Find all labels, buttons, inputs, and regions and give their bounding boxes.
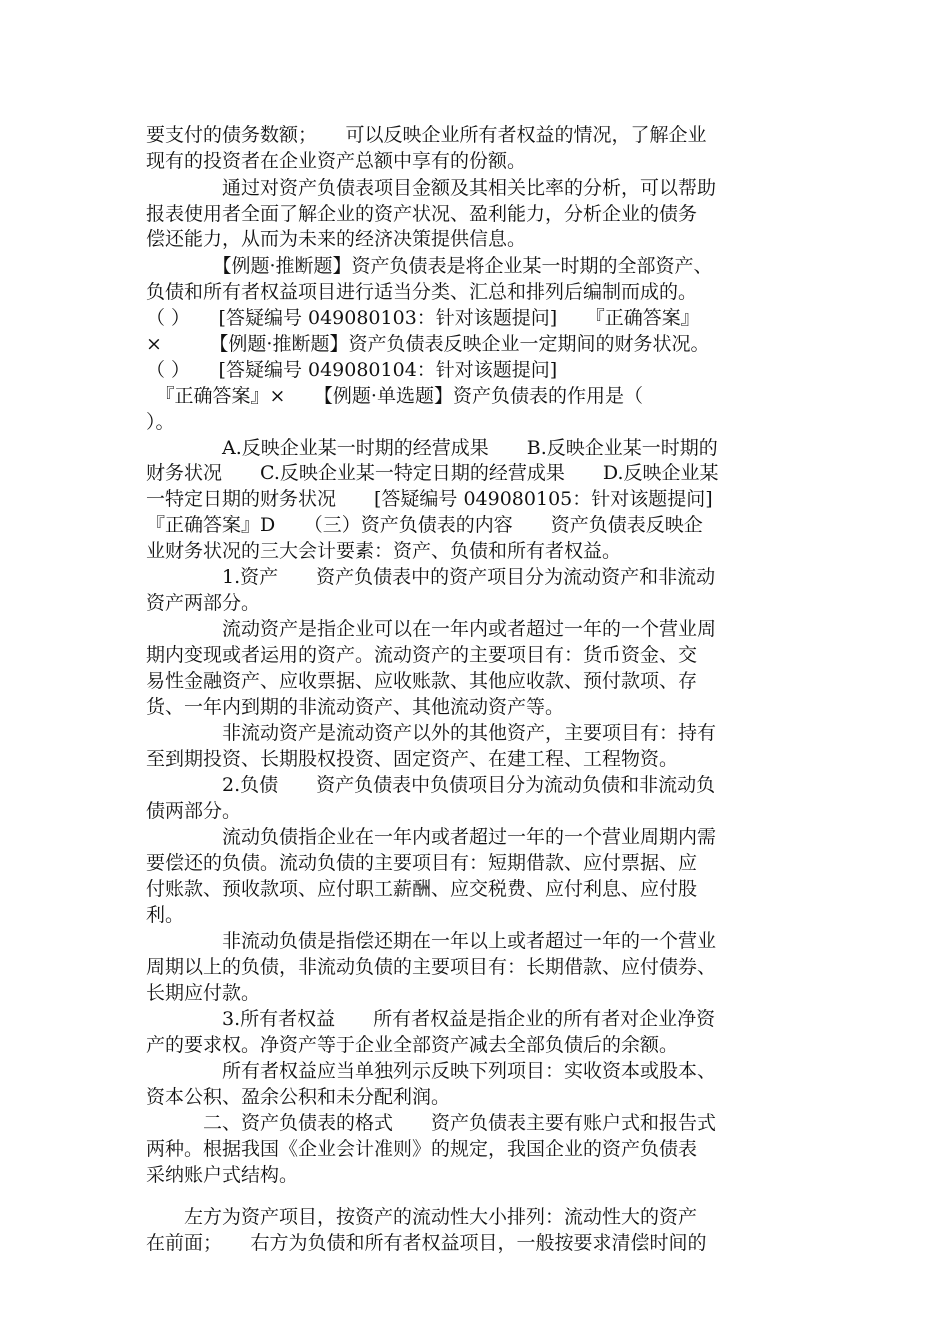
text-line: 资产两部分。	[146, 592, 261, 614]
text-line: 在前面； 右方为负债和所有者权益项目，一般按要求清偿时间的	[146, 1232, 707, 1254]
text-line: 3.所有者权益 所有者权益是指企业的所有者对企业净资	[146, 1008, 716, 1030]
text-line: 长期应付款。	[146, 982, 261, 1004]
text-line: 非流动资产是流动资产以外的其他资产，主要项目有：持有	[146, 722, 717, 744]
text-line: 业财务状况的三大会计要素：资产、负债和所有者权益。	[146, 540, 622, 562]
text-line: 至到期投资、长期股权投资、固定资产、在建工程、工程物资。	[146, 748, 679, 770]
text-line: 非流动负债是指偿还期在一年以上或者超过一年的一个营业	[146, 930, 717, 952]
text-line: 期内变现或者运用的资产。流动资产的主要项目有：货币资金、交	[146, 644, 698, 666]
text-line: 二、资产负债表的格式 资产负债表主要有账户式和报告式	[146, 1112, 717, 1134]
text-line: 周期以上的负债，非流动负债的主要项目有：长期借款、应付债券、	[146, 956, 717, 978]
text-line: ）。	[146, 411, 175, 433]
text-line: 『正确答案』× 【例题·单选题】资产负债表的作用是（	[146, 385, 643, 407]
text-line: 采纳账户式结构。	[146, 1164, 299, 1186]
text-line: 【例题·推断题】资产负债表是将企业某一时期的全部资产、	[146, 255, 713, 277]
text-line: 负债和所有者权益项目进行适当分类、汇总和排列后编制而成的。	[146, 281, 698, 303]
text-line: 债两部分。	[146, 800, 242, 822]
text-line: 两种。根据我国《企业会计准则》的规定，我国企业的资产负债表	[146, 1138, 698, 1160]
text-line: × 【例题·推断题】资产负债表反映企业一定期间的财务状况。	[146, 333, 710, 355]
text-line: 要支付的债务数额； 可以反映企业所有者权益的情况，了解企业	[146, 124, 707, 146]
text-line: 1.资产 资产负债表中的资产项目分为流动资产和非流动	[146, 566, 716, 588]
text-line: 左方为资产项目，按资产的流动性大小排列：流动性大的资产	[146, 1206, 698, 1228]
text-line: （ ） [答疑编号 049080103：针对该题提问] 『正确答案』	[146, 307, 700, 329]
text-line: 财务状况 C.反映企业某一特定日期的经营成果 D.反映企业某	[146, 462, 719, 484]
text-line: 要偿还的负债。流动负债的主要项目有：短期借款、应付票据、应	[146, 852, 698, 874]
text-line: 资本公积、盈余公积和未分配利润。	[146, 1086, 451, 1108]
text-line: 一特定日期的财务状况 [答疑编号 049080105：针对该题提问]	[146, 488, 713, 510]
text-line: 易性金融资产、应收票据、应收账款、其他应收款、预付款项、存	[146, 670, 698, 692]
text-line: 2.负债 资产负债表中负债项目分为流动负债和非流动负	[146, 774, 716, 796]
text-line: 现有的投资者在企业资产总额中享有的份额。	[146, 150, 527, 172]
text-line: 利。	[146, 904, 185, 926]
text-line: 产的要求权。净资产等于企业全部资产减去全部负债后的余额。	[146, 1034, 679, 1056]
text-line: A.反映企业某一时期的经营成果 B.反映企业某一时期的	[146, 437, 718, 459]
text-line: 所有者权益应当单独列示反映下列项目：实收资本或股本、	[146, 1060, 717, 1082]
text-line: 货、一年内到期的非流动资产、其他流动资产等。	[146, 696, 565, 718]
text-line: 流动负债指企业在一年内或者超过一年的一个营业周期内需	[146, 826, 717, 848]
text-line: （ ） [答疑编号 049080104：针对该题提问]	[146, 359, 558, 381]
text-line: 报表使用者全面了解企业的资产状况、盈利能力，分析企业的债务	[146, 203, 698, 225]
text-line: 偿还能力，从而为未来的经济决策提供信息。	[146, 228, 527, 250]
text-line: 通过对资产负债表项目金额及其相关比率的分析，可以帮助	[146, 177, 717, 199]
text-line: 『正确答案』D （三）资产负债表的内容 资产负债表反映企	[146, 514, 703, 536]
text-line: 付账款、预收款项、应付职工薪酬、应交税费、应付利息、应付股	[146, 878, 698, 900]
text-line: 流动资产是指企业可以在一年内或者超过一年的一个营业周	[146, 618, 717, 640]
